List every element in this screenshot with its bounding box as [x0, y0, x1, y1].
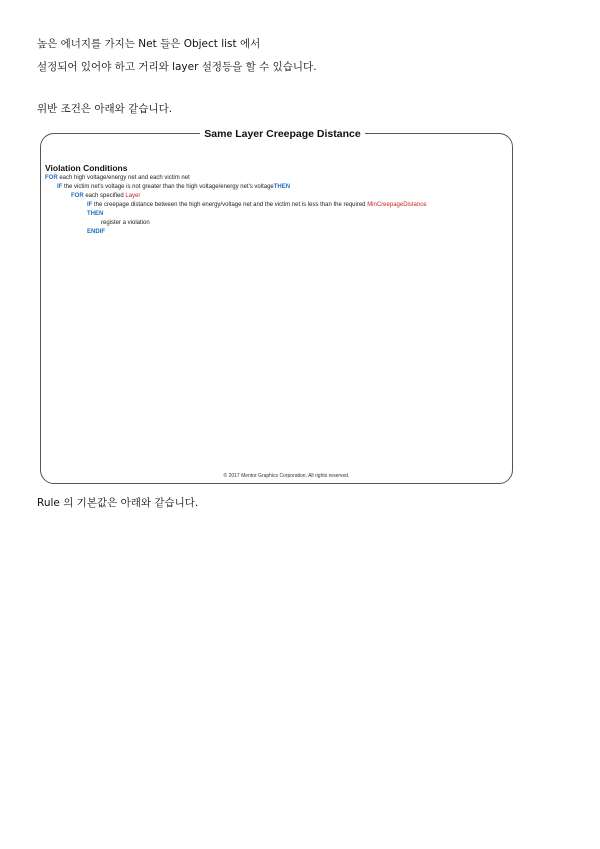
condition-text: the victim net's voltage is not greater than the high voltage/energy net's voltage	[62, 184, 274, 190]
condition-line-4	[87, 201, 427, 209]
violation-conditions-heading: Violation Conditions	[45, 163, 128, 173]
min-creepage-parameter: MinCreepageDistance	[367, 202, 427, 208]
condition-line-3	[71, 192, 140, 200]
rule-defaults-paragraph: Rule 의 기본값은 아래와 같습니다.	[37, 497, 199, 509]
figure-title: Same Layer Creepage Distance	[200, 126, 365, 142]
condition-line-6	[101, 219, 150, 227]
keyword-endif: ENDIF	[87, 229, 105, 235]
keyword-for: FOR	[45, 175, 58, 181]
keyword-if: IF	[57, 184, 63, 190]
condition-line-2	[57, 183, 290, 191]
copyright-notice: © 2017 Mentor Graphics Corporation. All rights reserved.	[223, 473, 350, 479]
violation-intro-paragraph: 위반 조건은 아래와 같습니다.	[37, 103, 173, 115]
condition-text: each specified	[83, 193, 126, 199]
condition-line-7	[87, 228, 105, 236]
intro-paragraph-2: 설정되어 있어야 하고 거리와 layer 설정등을 할 수 있습니다.	[37, 61, 317, 73]
keyword-then: THEN	[273, 184, 291, 190]
keyword-for: FOR	[71, 193, 84, 199]
condition-text: the creepage distance between the high energy/voltage net and the victim net is less than the required	[92, 202, 368, 208]
keyword-then: THEN	[87, 211, 104, 217]
condition-line-1	[45, 174, 190, 182]
keyword-if: IF	[87, 202, 93, 208]
condition-text: register a violation	[101, 220, 150, 226]
condition-line-5	[87, 210, 103, 218]
intro-paragraph-1: 높은 에너지를 가지는 Net 들은 Object list 에서	[37, 38, 261, 50]
condition-text: each high voltage/energy net and each victim net	[57, 175, 190, 181]
layer-parameter: Layer	[125, 193, 141, 199]
